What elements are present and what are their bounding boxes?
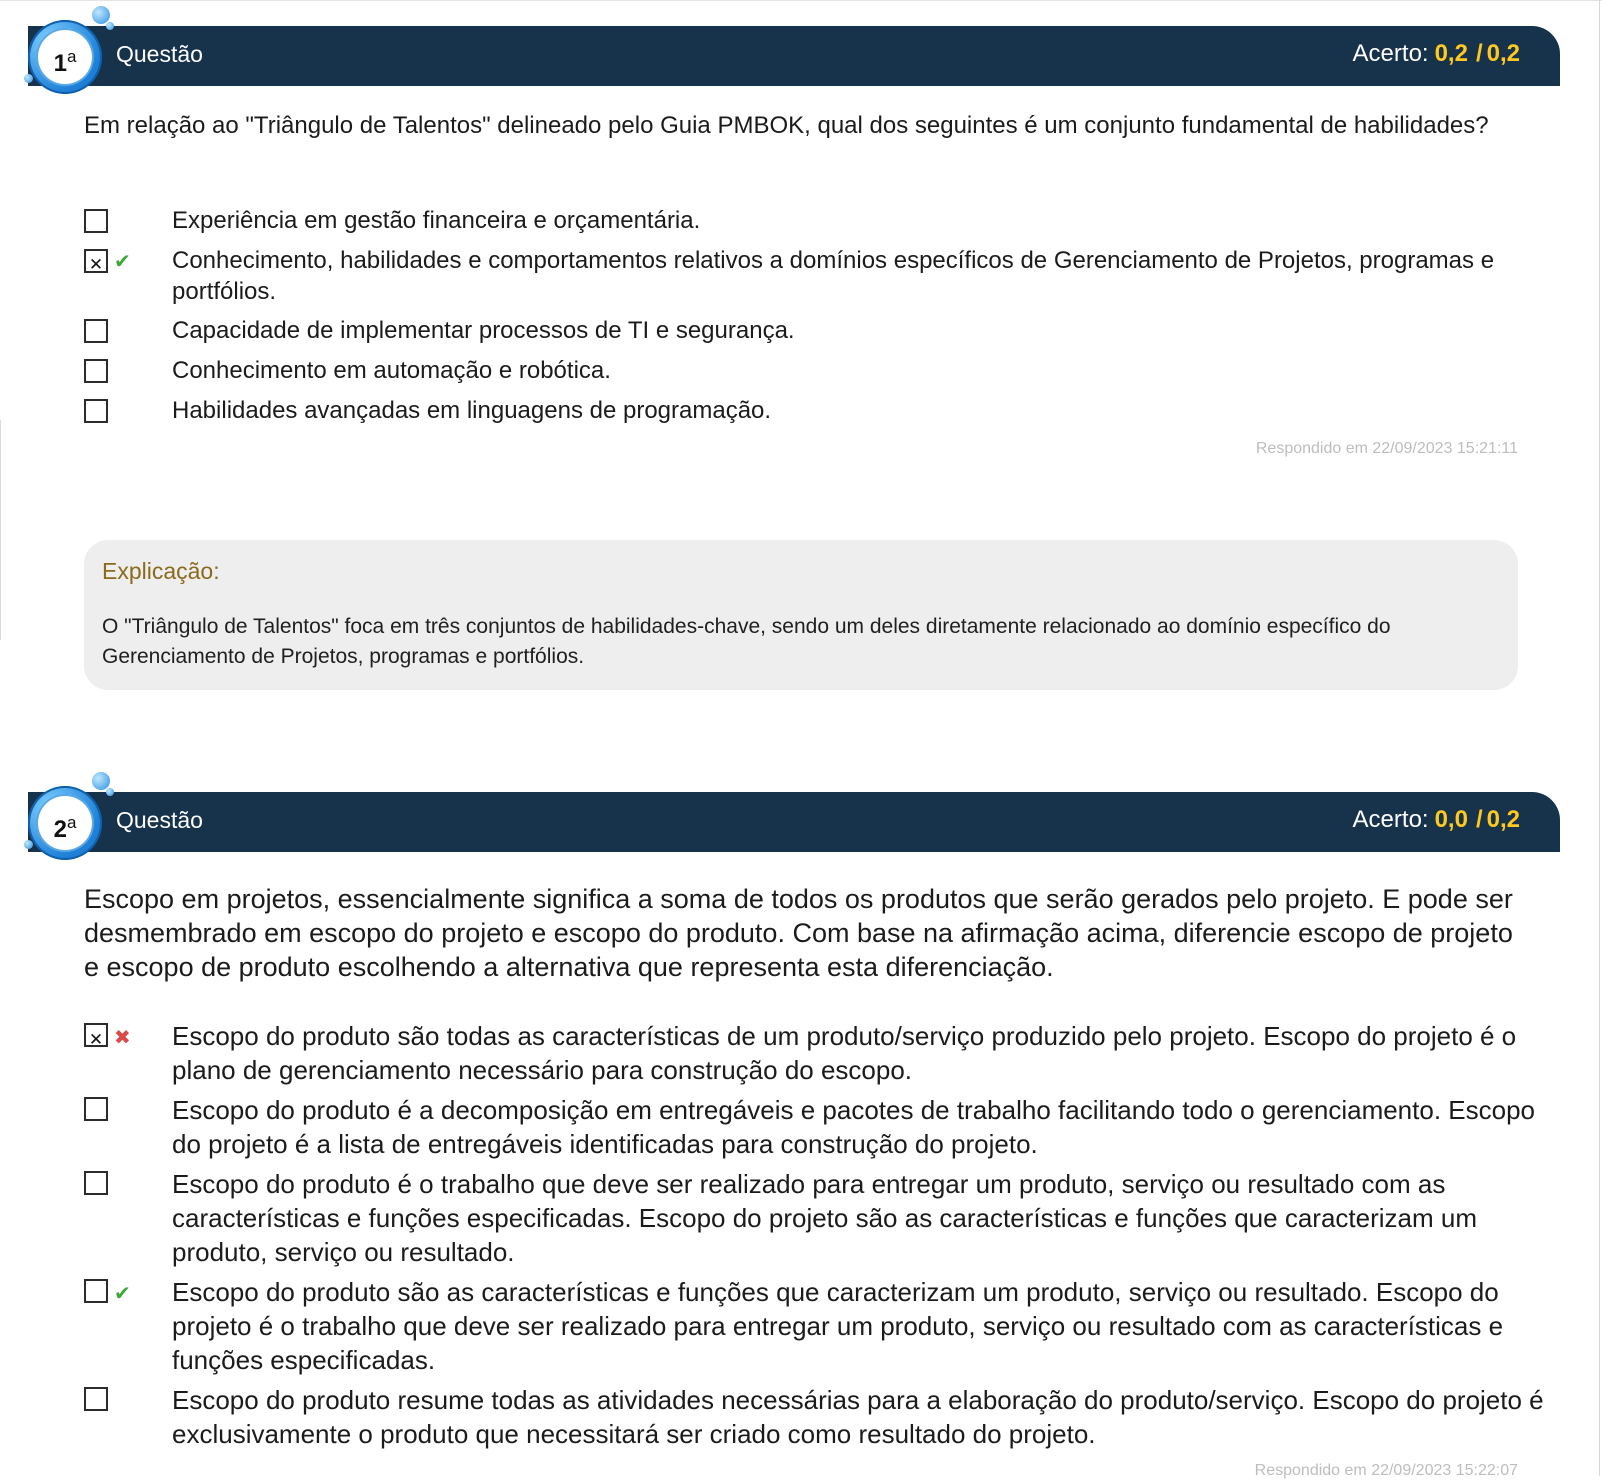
option-marker [84,395,172,427]
option-checkbox[interactable] [84,319,108,343]
option-item[interactable] [84,1019,1544,1087]
question-number-value: 1 [53,50,67,77]
option-text: Escopo do produto são todas as características de um produto/serviço produzido pelo projeto. Escopo do projeto é o plano de gerenciamento necessário para construção do escopo. [172,1021,1517,1085]
score-obtained: 0,2 [1434,40,1468,67]
option-marker [84,245,172,277]
score [1353,40,1520,68]
option-text: Habilidades avançadas em linguagens de programação. [172,397,772,424]
explanation-title: Explicação: [102,558,220,584]
score-separator: / [1475,806,1483,833]
option-text: Escopo do produto é a decomposição em entregáveis e pacotes de trabalho facilitando todo o gerenciamento. Escopo do projeto é a lista de entregáveis identificadas para construção do projeto. [172,1095,1535,1159]
option-checkbox[interactable] [84,1387,108,1411]
option-marker [84,1093,172,1125]
answered-timestamp: Respondido em 22/09/2023 15:21:11 [1255,440,1518,457]
option-text: Conhecimento em automação e robótica. [172,357,611,384]
option-item[interactable] [84,1093,1544,1161]
question-ordinal: a [66,813,77,832]
answered-timestamp: Respondido em 22/09/2023 15:22:07 [1254,1462,1518,1479]
badge-bubble [106,788,114,796]
question-header [28,26,1560,86]
explanation-box [84,540,1518,690]
right-scroll-edge [1599,0,1600,1476]
option-item[interactable] [84,1383,1544,1451]
option-text: Conhecimento, habilidades e comportamentos relativos a domínios específicos de Gerenciamento de Projetos, programas e portfólios. [172,247,1495,305]
option-text: Escopo do produto é o trabalho que deve ser realizado para entregar um produto, serviço ou resultado com as características e funções especificadas. Escopo do projeto são as características e funções que caracterizam um produto, serviço ou resultado. [172,1169,1477,1267]
explanation-body: O "Triângulo de Talentos" foca em três conjuntos de habilidades-chave, sendo um deles diretamente relacionado ao domínio específico do Gerenciamento de Projetos, programas e portfólios. [102,615,1391,668]
option-item[interactable] [84,395,1544,427]
option-text: Experiência em gestão financeira e orçamentária. [172,207,701,234]
badge-bubble [106,22,114,30]
question-title: Questão [116,41,203,67]
options-list [84,205,1544,435]
score [1353,806,1520,834]
option-text: Capacidade de implementar processos de TI e segurança. [172,317,795,344]
option-checkbox[interactable] [84,1097,108,1121]
option-marker [84,1383,172,1415]
correct-check-icon: ✔ [114,251,131,273]
option-item[interactable] [84,1167,1544,1269]
badge-bubble [24,840,33,849]
score-label: Acerto: [1352,806,1429,833]
option-text: Escopo do produto são as características e funções que caracterizam um produto, serviço ou resultado. Escopo do projeto é o trabalho que deve ser realizado para entregar um produto, serviço ou resultado com as características e funções especificadas. [172,1277,1504,1375]
option-checkbox-checked[interactable] [84,249,108,273]
option-item[interactable] [84,205,1544,237]
score-max: 0,2 [1486,40,1520,67]
option-item[interactable] [84,245,1544,307]
option-marker [84,355,172,387]
option-marker [84,205,172,237]
option-checkbox[interactable] [84,1279,108,1303]
option-marker [84,1019,172,1051]
question-number-badge [24,778,110,864]
badge-bubble [92,772,110,790]
question-header [28,792,1560,852]
correct-check-icon: ✔ [114,1283,131,1305]
badge-bubble [92,6,110,24]
top-divider [0,0,1602,1]
score-label: Acerto: [1352,40,1429,67]
option-marker [84,1275,172,1307]
options-list [84,1019,1544,1457]
question-ordinal: a [66,47,77,66]
question-text: Em relação ao "Triângulo de Talentos" delineado pelo Guia PMBOK, qual dos seguintes é um conjunto fundamental de habilidades? [84,112,1489,139]
option-item[interactable] [84,315,1544,347]
question-number [38,30,92,84]
left-edge-line [0,420,1,640]
option-item[interactable] [84,1275,1544,1377]
option-checkbox[interactable] [84,399,108,423]
option-marker [84,315,172,347]
score-max: 0,2 [1486,806,1520,833]
badge-bubble [24,74,33,83]
option-checkbox[interactable] [84,209,108,233]
option-item[interactable] [84,355,1544,387]
question-number-badge [24,12,110,98]
option-marker [84,1167,172,1199]
option-checkbox[interactable] [84,359,108,383]
question-text: Escopo em projetos, essencialmente significa a soma de todos os produtos que serão gerados pelo projeto. E pode ser desmembrado em escopo do projeto e escopo do produto. Com base na afirmação acima, diferencie escopo de projeto e escopo de produto escolhendo a alternativa que representa esta diferenciação. [84,884,1513,982]
option-checkbox[interactable] [84,1171,108,1195]
question-number-value: 2 [53,816,67,843]
wrong-x-icon: ✖ [114,1027,131,1049]
question-title: Questão [116,807,203,833]
option-text: Escopo do produto resume todas as atividades necessárias para a elaboração do produto/serviço. Escopo do projeto é exclusivamente o produto que necessitará ser criado como resultado do projeto. [172,1385,1544,1449]
question-number [38,796,92,850]
score-separator: / [1475,40,1483,67]
option-checkbox-checked[interactable] [84,1023,108,1047]
score-obtained: 0,0 [1434,806,1468,833]
